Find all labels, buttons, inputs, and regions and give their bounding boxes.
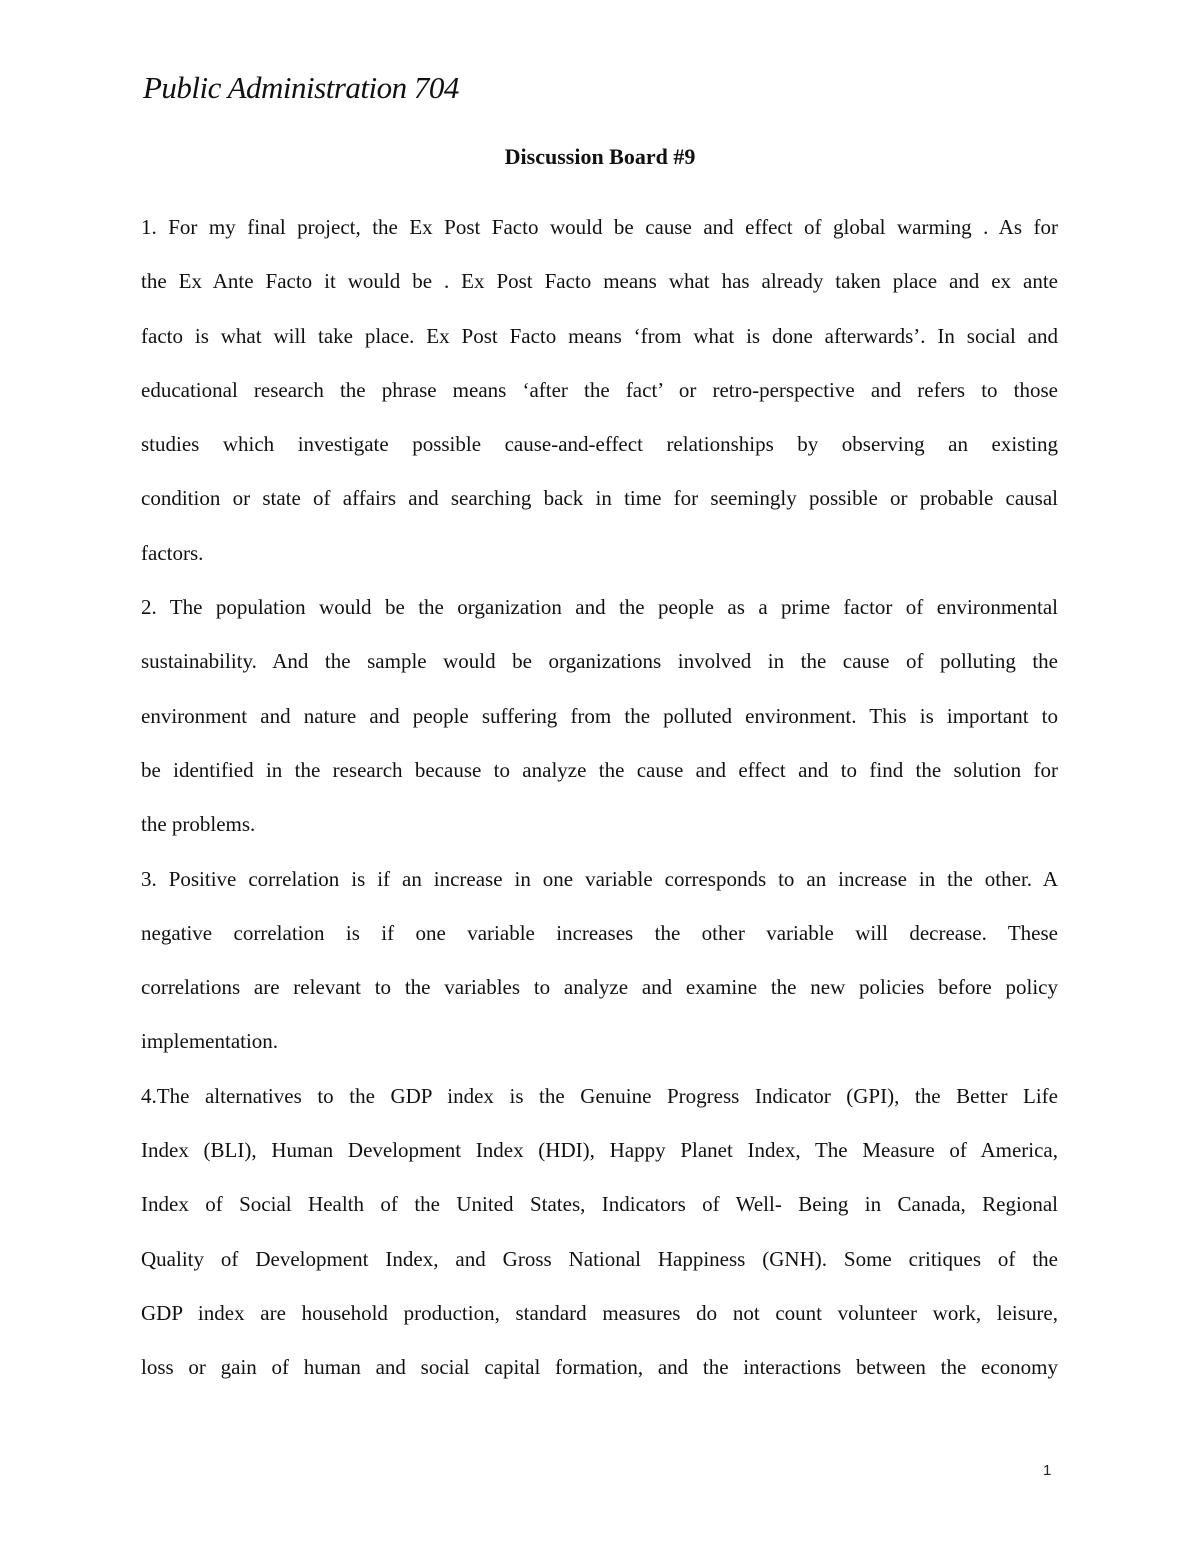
- body-line: 4.The alternatives to the GDP index is the Genuine Progress Indicator (GPI), the Better Life: [141, 1083, 1058, 1108]
- body-line: Index of Social Health of the United States, Indicators of Well- Being in Canada, Regional: [141, 1192, 1058, 1217]
- body-line: the problems.: [141, 812, 256, 837]
- body-line: 1. For my final project, the Ex Post Facto would be cause and effect of global warming . As for: [141, 215, 1058, 239]
- body-line: environment and nature and people suffering from the polluted environment. This is important to: [141, 703, 1058, 728]
- body-line: 3. Positive correlation is if an increase in one variable corresponds to an increase in the other. A: [141, 866, 1058, 891]
- body-line: factors.: [141, 540, 204, 565]
- body-line: correlations are relevant to the variables to analyze and examine the new policies before policy: [141, 975, 1058, 1000]
- document-body: [141, 200, 1058, 1395]
- document-title: Discussion Board #9: [504, 144, 696, 169]
- body-line: implementation.: [141, 1029, 279, 1054]
- body-line: facto is what will take place. Ex Post Facto means ‘from what is done afterwards’. In social and: [141, 323, 1058, 348]
- body-line: 2. The population would be the organization and the people as a prime factor of environmental: [141, 595, 1058, 620]
- body-line: be identified in the research because to analyze the cause and effect and to find the solution for: [141, 757, 1058, 782]
- body-line: Quality of Development Index, and Gross National Happiness (GNH). Some critiques of the: [141, 1246, 1058, 1271]
- body-line: sustainability. And the sample would be organizations involved in the cause of polluting the: [141, 649, 1058, 674]
- body-line: condition or state of affairs and searching back in time for seemingly possible or probable causal: [141, 486, 1058, 511]
- course-header: Public Administration 704: [143, 70, 459, 105]
- body-line: GDP index are household production, standard measures do not count volunteer work, leisure,: [141, 1300, 1058, 1325]
- body-line: studies which investigate possible cause-and-effect relationships by observing an existing: [141, 432, 1058, 457]
- body-line: negative correlation is if one variable increases the other variable will decrease. These: [141, 920, 1058, 945]
- body-line: educational research the phrase means ‘after the fact’ or retro-perspective and refers to those: [141, 377, 1058, 402]
- body-line: loss or gain of human and social capital formation, and the interactions between the economy: [141, 1355, 1058, 1380]
- body-line: the Ex Ante Facto it would be . Ex Post Facto means what has already taken place and ex ante: [141, 269, 1058, 294]
- body-line: Index (BLI), Human Development Index (HDI), Happy Planet Index, The Measure of America,: [141, 1138, 1058, 1163]
- page-number: 1: [1043, 1462, 1052, 1479]
